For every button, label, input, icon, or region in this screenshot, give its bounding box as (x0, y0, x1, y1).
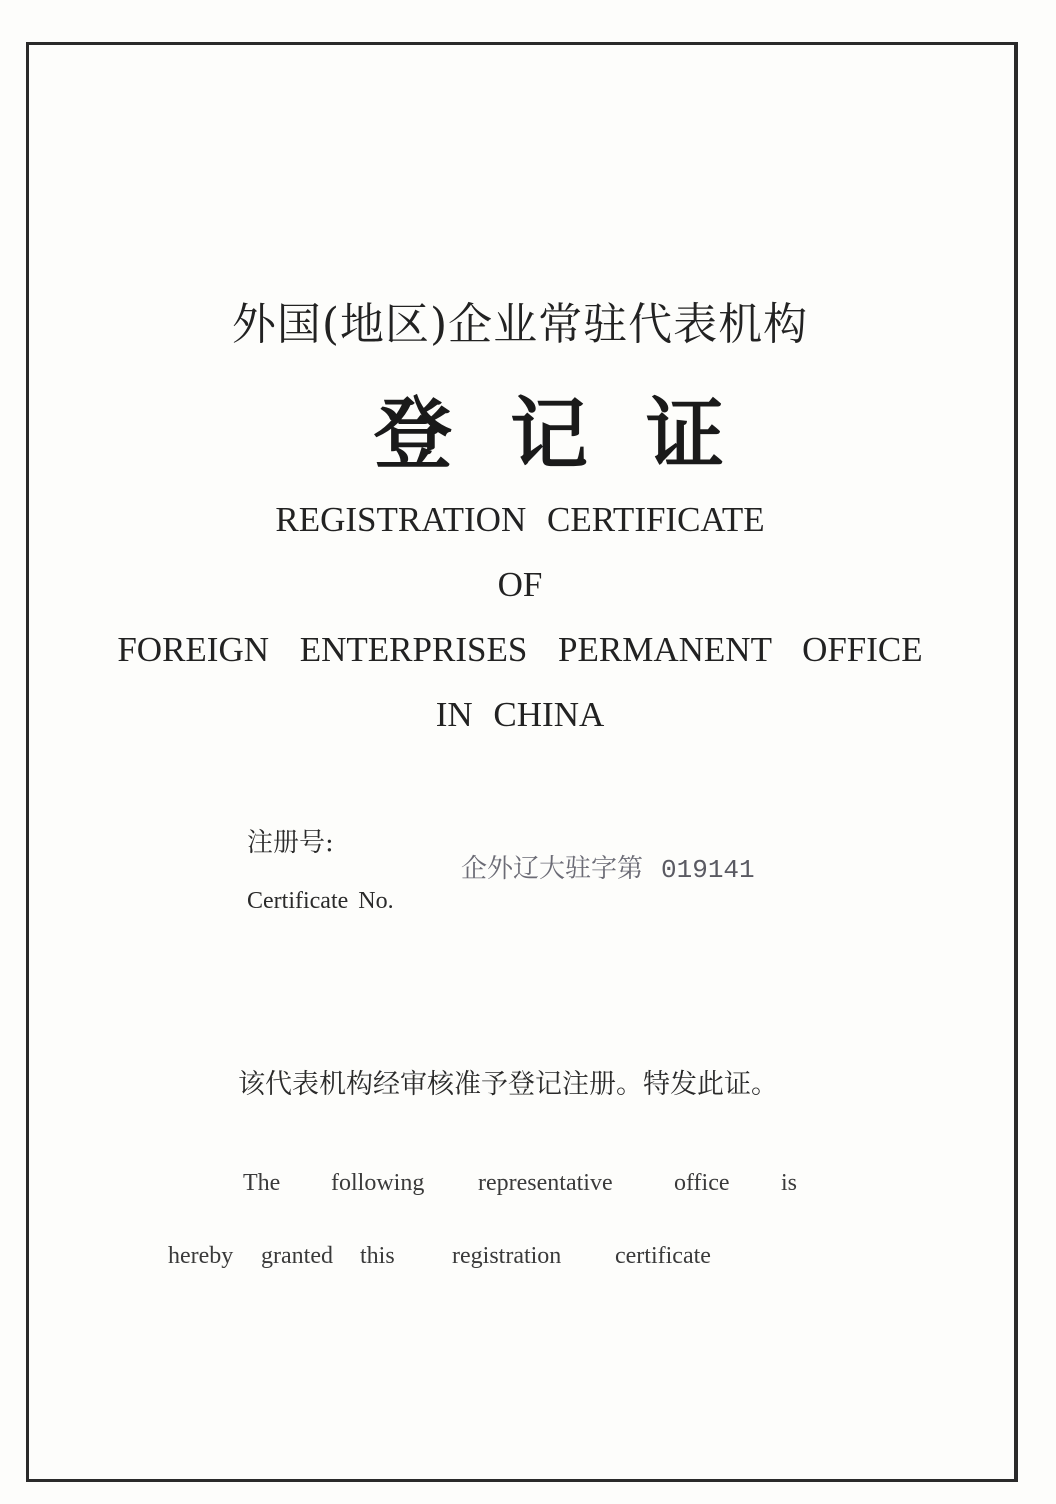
grant-statement-en-word: office (674, 1170, 730, 1196)
certificate-number-label-en: Certificate No. (247, 888, 394, 914)
grant-statement-en-word: The (243, 1170, 281, 1196)
grant-statement-en-word: certificate (615, 1243, 711, 1269)
certificate-main-title-cn: 登记证 (373, 390, 782, 480)
certificate-title-en-line4: IN CHINA (435, 695, 605, 734)
grant-statement-en-word: following (331, 1170, 425, 1196)
certificate-number (461, 848, 755, 885)
grant-statement-en-word: this (360, 1243, 395, 1269)
grant-statement-cn: 该代表机构经审核准予登记注册。特发此证。 (238, 1069, 778, 1100)
certificate-number-prefix: 企外辽大驻字第 (461, 854, 644, 884)
grant-statement-en-word: registration (452, 1243, 562, 1269)
grant-statement-en-word: granted (261, 1243, 333, 1269)
certificate-number-digits: 019141 (661, 855, 755, 885)
grant-statement-en-word: representative (478, 1170, 613, 1196)
certificate-title-en-line3: FOREIGN ENTERPRISES PERMANENT OFFICE (117, 630, 923, 669)
certificate-title-cn: 外国(地区)企业常驻代表机构 (231, 299, 809, 350)
certificate-title-en-line2: OF (497, 565, 543, 604)
grant-statement-en-word: is (781, 1170, 798, 1196)
certificate-number-label-cn: 注册号: (247, 828, 334, 858)
certificate-title-en-line1: REGISTRATION CERTIFICATE (275, 500, 765, 539)
grant-statement-en-word: hereby (168, 1243, 234, 1269)
